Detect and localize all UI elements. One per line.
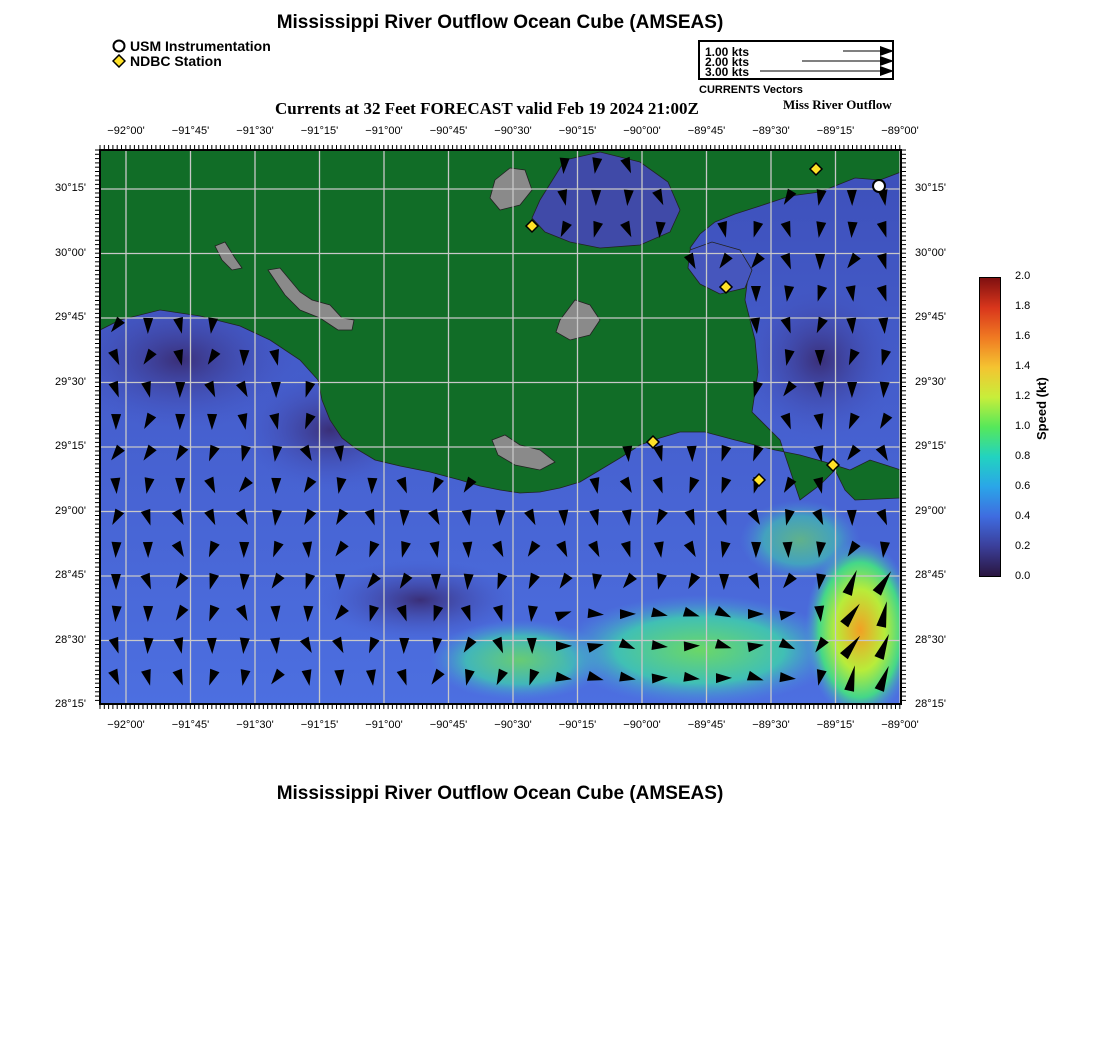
lon-tick-label: −91°00' [365, 125, 403, 137]
colorbar [979, 277, 1001, 577]
colorbar-tick-label: 1.6 [1015, 330, 1031, 342]
lon-tick-label: −90°45' [429, 125, 468, 137]
lon-tick-label: −92°00' [107, 719, 145, 731]
vector-scale-3: 3.00 kts [705, 65, 750, 79]
lon-tick-label: −91°15' [300, 125, 339, 137]
colorbar-tick-label: 0.4 [1015, 510, 1031, 522]
region-label: Miss River Outflow [783, 97, 892, 112]
lon-tick-label: −89°45' [687, 125, 726, 137]
lat-tick-label: 29°15' [55, 440, 86, 452]
lon-tick-label: −90°15' [558, 125, 597, 137]
lon-tick-label: −90°00' [623, 719, 661, 731]
lon-tick-label: −90°15' [558, 719, 597, 731]
legend-ndbc-label: NDBC Station [130, 53, 222, 69]
lat-tick-label: 28°30' [55, 633, 86, 646]
lon-tick-label: −89°15' [816, 719, 855, 731]
lat-tick-label: 28°45' [915, 569, 946, 581]
usm-instrumentation-marker [873, 180, 885, 192]
lon-tick-label: −89°45' [687, 719, 726, 731]
legend-usm-label: USM Instrumentation [130, 38, 271, 54]
second-panel-title: Mississippi River Outflow Ocean Cube (AMSEAS) [276, 783, 724, 804]
lon-tick-label: −89°00' [881, 125, 919, 137]
lat-tick-label: 29°45' [55, 311, 86, 323]
lon-tick-label: −91°30' [236, 125, 274, 137]
lat-tick-label: 29°00' [55, 504, 86, 517]
lon-tick-label: −91°45' [171, 719, 210, 731]
lon-tick-label: −90°45' [429, 719, 468, 731]
lat-tick-label: 28°15' [915, 698, 946, 710]
lat-tick-label: 29°15' [915, 440, 946, 452]
vector-legend-caption: CURRENTS Vectors [699, 84, 803, 96]
colorbar-title: Speed (kt) [1034, 377, 1049, 440]
lat-tick-label: 28°30' [915, 633, 946, 646]
sea-fastest-patch [805, 540, 915, 720]
colorbar-tick-label: 1.4 [1015, 360, 1031, 372]
lon-tick-label: −89°30' [752, 719, 790, 731]
lon-tick-label: −89°30' [752, 125, 790, 137]
vector-scale-1: 1.00 kts [705, 45, 750, 59]
lat-tick-label: 28°15' [55, 698, 86, 710]
sea-fast-patch [560, 595, 840, 705]
colorbar-tick-label: 1.2 [1015, 390, 1031, 402]
lat-tick-label: 30°15' [915, 182, 946, 194]
colorbar-tick-label: 0.8 [1015, 450, 1031, 462]
map-body [60, 150, 915, 720]
colorbar-tick-label: 2.0 [1015, 270, 1031, 282]
lon-tick-label: −91°15' [300, 719, 339, 731]
colorbar-tick-label: 0.2 [1015, 540, 1031, 552]
page-title: Mississippi River Outflow Ocean Cube (AMSEAS) [276, 12, 724, 33]
lat-tick-label: 28°45' [55, 569, 86, 581]
colorbar-tick-label: 1.8 [1015, 300, 1031, 312]
lon-tick-label: −90°30' [494, 125, 532, 137]
lon-tick-label: −92°00' [107, 125, 145, 137]
forecast-subtitle: Currents at 32 Feet FORECAST valid Feb 19 2024 21:00Z [275, 99, 699, 118]
colorbar-tick-label: 0.0 [1015, 570, 1031, 582]
lat-tick-label: 29°30' [915, 375, 946, 388]
lon-tick-label: −89°15' [816, 125, 855, 137]
lon-tick-label: −91°45' [171, 125, 210, 137]
colorbar-tick-label: 0.6 [1015, 480, 1031, 492]
lat-tick-label: 29°45' [915, 311, 946, 323]
lon-tick-label: −89°00' [881, 719, 919, 731]
lon-tick-label: −91°30' [236, 719, 274, 731]
lat-tick-label: 29°00' [915, 504, 946, 517]
lon-tick-label: −90°00' [623, 125, 661, 137]
lat-tick-label: 30°00' [915, 246, 946, 259]
lon-tick-label: −91°00' [365, 719, 403, 731]
colorbar-tick-label: 1.0 [1015, 420, 1031, 432]
vector-scale-2: 2.00 kts [705, 55, 750, 69]
lat-tick-label: 29°30' [55, 375, 86, 388]
lon-tick-label: −90°30' [494, 719, 532, 731]
lat-tick-label: 30°15' [55, 182, 86, 194]
lat-tick-label: 30°00' [55, 246, 86, 259]
